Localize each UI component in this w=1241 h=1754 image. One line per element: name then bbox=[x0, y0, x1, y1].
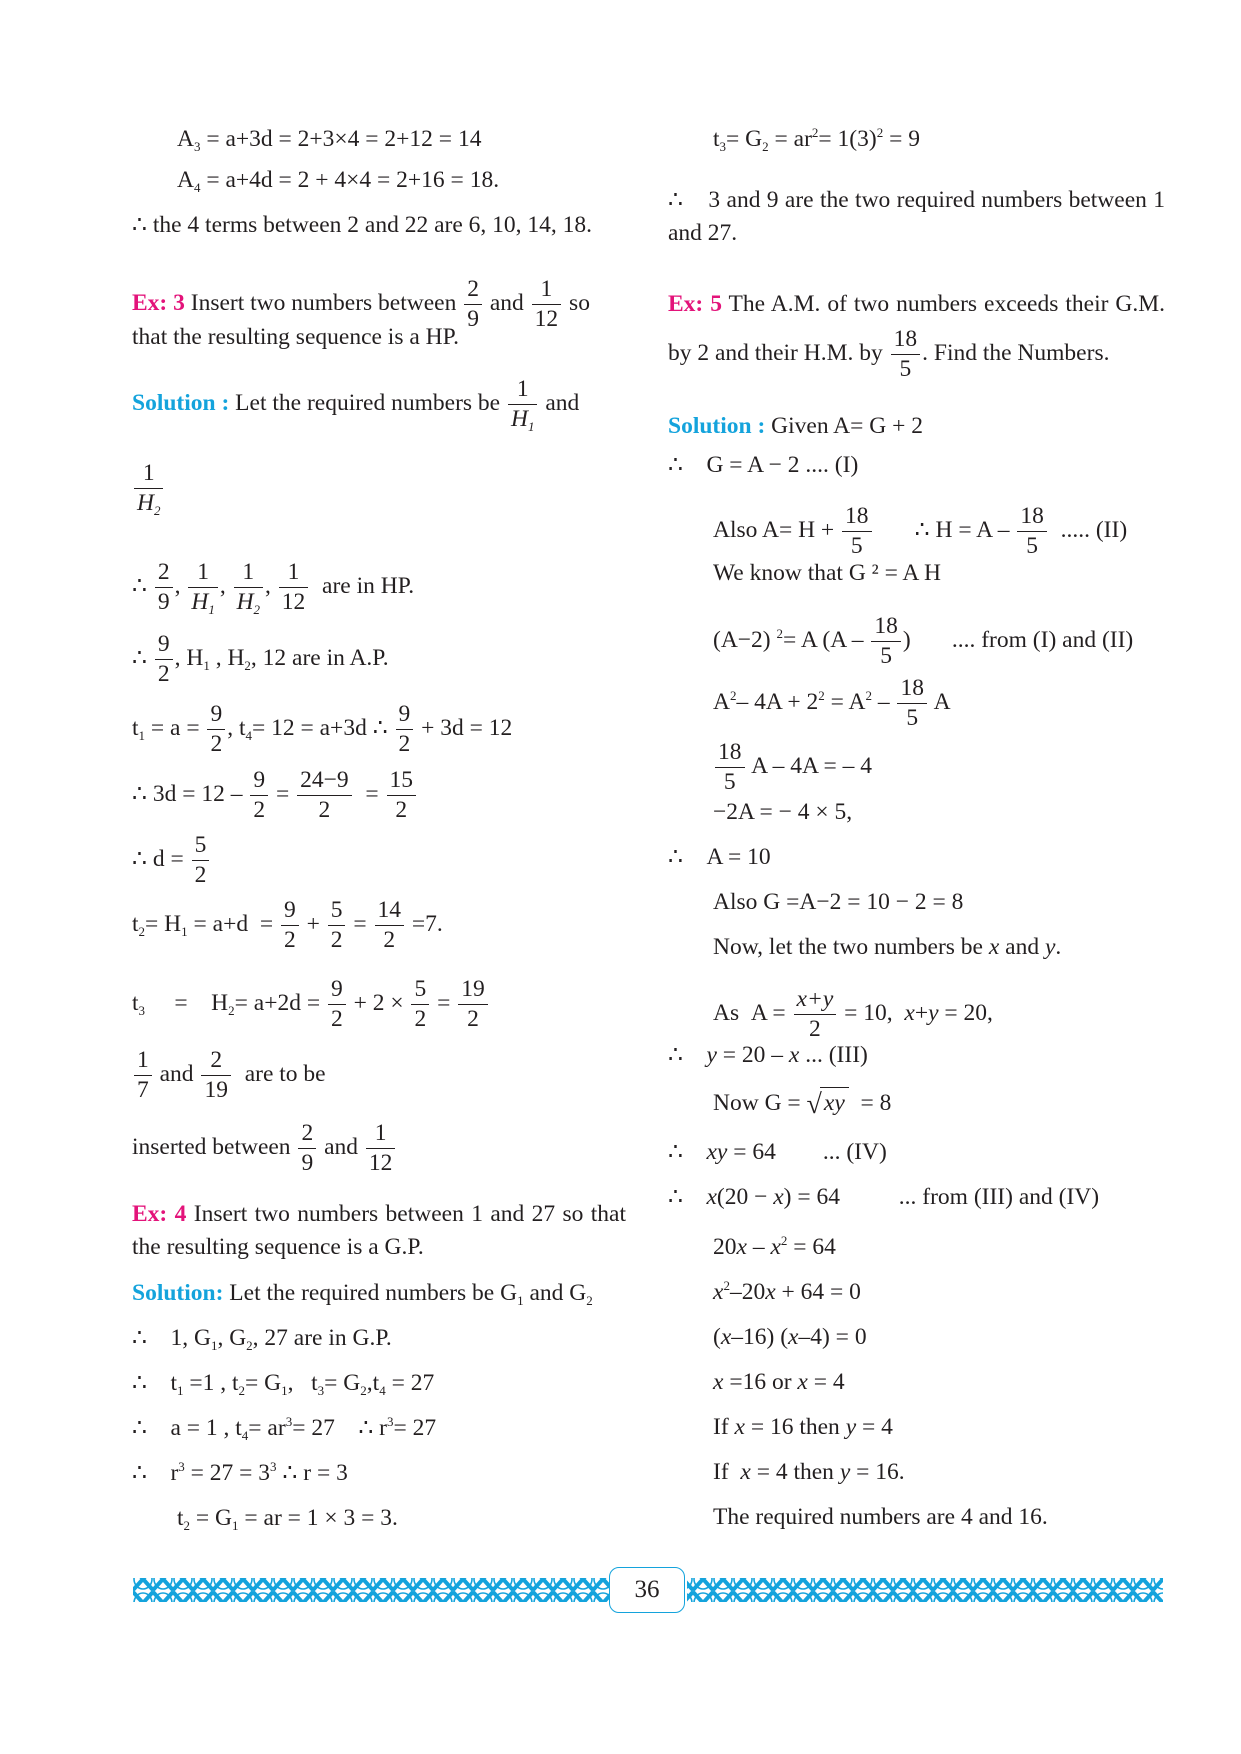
minus2a-line: −2A = − 4 × 5, bbox=[713, 799, 853, 825]
quad-2: $x^2-20x + 64 = 0$ bbox=[713, 1278, 861, 1305]
inserted-fractions: $\frac{1}{7}$ and $\frac{2}{19}$ are to be bbox=[132, 1049, 326, 1102]
d-line: ∴ d = $\frac{5}{2}$ bbox=[132, 834, 211, 887]
g-value: Also G =A−2 = 10 − 2 = 8 bbox=[713, 889, 964, 915]
case-2: If x = 4 then y = 16. bbox=[713, 1459, 905, 1485]
expand-line: $A^2-$ $4A + 2^2 = A^2$ – $\frac{18}{5}$ A bbox=[713, 675, 951, 731]
gp-terms: ∴ $t_1 =1$ , $t_2= G_1$, $t_3= G_2,t_4 = 27$ bbox=[132, 1370, 435, 1398]
solution3-label: Solution : bbox=[132, 389, 230, 416]
quad-1: $20x - x^2 = 64$ bbox=[713, 1233, 836, 1260]
fraction-1-h2: $\frac{1}{H_2}$ bbox=[132, 462, 165, 515]
3d-line: ∴ 3d = 12 – $\frac{9}{2}$ = $\frac{24-9}{2}$ = $\frac{15}{2}$ bbox=[132, 769, 418, 822]
ex5-label: Ex: 5 bbox=[668, 291, 722, 317]
page-number: 36 bbox=[609, 1567, 685, 1613]
solution4-label: Solution: bbox=[132, 1280, 224, 1306]
page-footer bbox=[133, 1567, 1163, 1613]
conclusion: ∴ 3 and 9 are the two required numbers between 1 and 27. bbox=[668, 187, 1166, 246]
gp-r: ∴ $r^3 = 27 = 3^3$ ∴ r = 3 bbox=[132, 1459, 348, 1486]
line-a4: $A_4 = a+4d = 2 + 4\times 4 = 2+16 = 18$. bbox=[177, 167, 500, 195]
gp-r3: ∴ a = 1 , $t_4= ar^3= 27$ ∴ $r^3= 27$ bbox=[132, 1414, 437, 1443]
a-value: ∴ A = 10 bbox=[668, 844, 771, 870]
factor-line: (x–16) (x–4) = 0 bbox=[713, 1324, 867, 1350]
ex3-label: Ex: 3 bbox=[132, 289, 185, 316]
line-a3: $A_3 = a+3d = 2+3\times 4 = 2+12 = 14$ bbox=[177, 126, 482, 154]
ex3-line2: that the resulting sequence is a HP. bbox=[132, 324, 459, 350]
ex5-heading: Ex: 5 The A.M. of two numbers exceeds their G.M. by 2 and their H.M. by $\frac{18}{5}$ . Find the Numbers. bbox=[668, 291, 1166, 382]
inserted-between: inserted between $\frac{2}{9}$ and $\frac{1}{12}$ bbox=[132, 1122, 397, 1175]
ex4-heading: Ex: 4 Insert two numbers between 1 and 27 so that the resulting sequence is a G.P. bbox=[132, 1201, 626, 1260]
terms-line: ∴ the 4 terms between 2 and 22 are 6, 10, 14, 18. bbox=[132, 212, 593, 238]
eq-iii: ∴ y = 20 – x ... (III) bbox=[668, 1042, 868, 1068]
roots-line: x =16 or x = 4 bbox=[713, 1369, 845, 1395]
t1-t4-line: $t_1 = a$ = $\frac{9}{2}$ , $t_4= 12 = a+3d$ ∴ $\frac{9}{2}$ + 3d = 12 bbox=[132, 701, 513, 757]
ap-sequence: ∴ $\frac{9}{2}$ , $H_1$ , $H_2$, 12 are in A.P. bbox=[132, 631, 389, 687]
know-line: We know that G ² = A H bbox=[713, 560, 941, 586]
t2-line: $t_2= H_1 = a+d$ = $\frac{9}{2}$ + $\frac{5}{2}$ = $\frac{14}{2}$ =7. bbox=[132, 897, 443, 953]
eq-i: ∴ G = A − 2 .... (I) bbox=[668, 452, 859, 478]
gp-t3: $t_3= G_2 = ar^2= 1(3)^2 = 9$ bbox=[713, 125, 920, 154]
solution4: Solution: Let the required numbers be $G_1$ and $G_2$ bbox=[132, 1280, 593, 1308]
gp-t2: $t_2 = G_1$ = ar = 1 × 3 = 3. bbox=[177, 1505, 398, 1533]
eq-ii: Also A= H + $\frac{18}{5}$ ∴ H = A – $\frac{18}{5}$ ..... (II) bbox=[713, 503, 1128, 559]
am-line: As A = $\frac{x+y}{2}$ = 10, x+y = 20, bbox=[713, 986, 993, 1042]
gm-line: Now G = √xy = 8 bbox=[713, 1089, 892, 1120]
final-answer: The required numbers are 4 and 16. bbox=[713, 1504, 1048, 1530]
eq-iv: ∴ xy = 64 ... (IV) bbox=[668, 1139, 887, 1165]
hp-sequence: ∴ $\frac{2}{9}$ , $\frac{1}{H_1}$ , $\frac{1}{H_2}$ , $\frac{1}{12}$ are in HP. bbox=[132, 559, 415, 617]
solution5: Solution : Given A= G + 2 bbox=[668, 413, 924, 439]
simplify-line: $\frac{18}{5}$ A – 4A = – 4 bbox=[713, 741, 872, 794]
now-let: Now, let the two numbers be x and y. bbox=[713, 934, 1062, 960]
combine-line: ∴ x(20 − x) = 64 ... from (III) and (IV) bbox=[668, 1184, 1100, 1210]
case-1: If x = 16 then y = 4 bbox=[713, 1414, 893, 1440]
substitution-line: (A−2) $^2$= A (A – $\frac{18}{5}$ ) .... from (I) and (II) bbox=[713, 613, 1134, 669]
gp-line: ∴ 1, $G_1$, $G_2$, 27 are in G.P. bbox=[132, 1325, 392, 1353]
ex3-heading: Ex: 3 Insert two numbers between $\frac{2}{9}$ and $\frac{1}{12}$ so bbox=[132, 276, 590, 332]
solution3: Solution : Let the required numbers be $\frac{1}{H_1}$ and bbox=[132, 376, 580, 434]
t3-line: $t_3$ = $H_2= a+2d$ = $\frac{9}{2}$ + 2 × $\frac{5}{2}$ = $\frac{19}{2}$ bbox=[132, 978, 490, 1031]
ex4-label: Ex: 4 bbox=[132, 1201, 187, 1227]
solution5-label: Solution : bbox=[668, 413, 766, 439]
